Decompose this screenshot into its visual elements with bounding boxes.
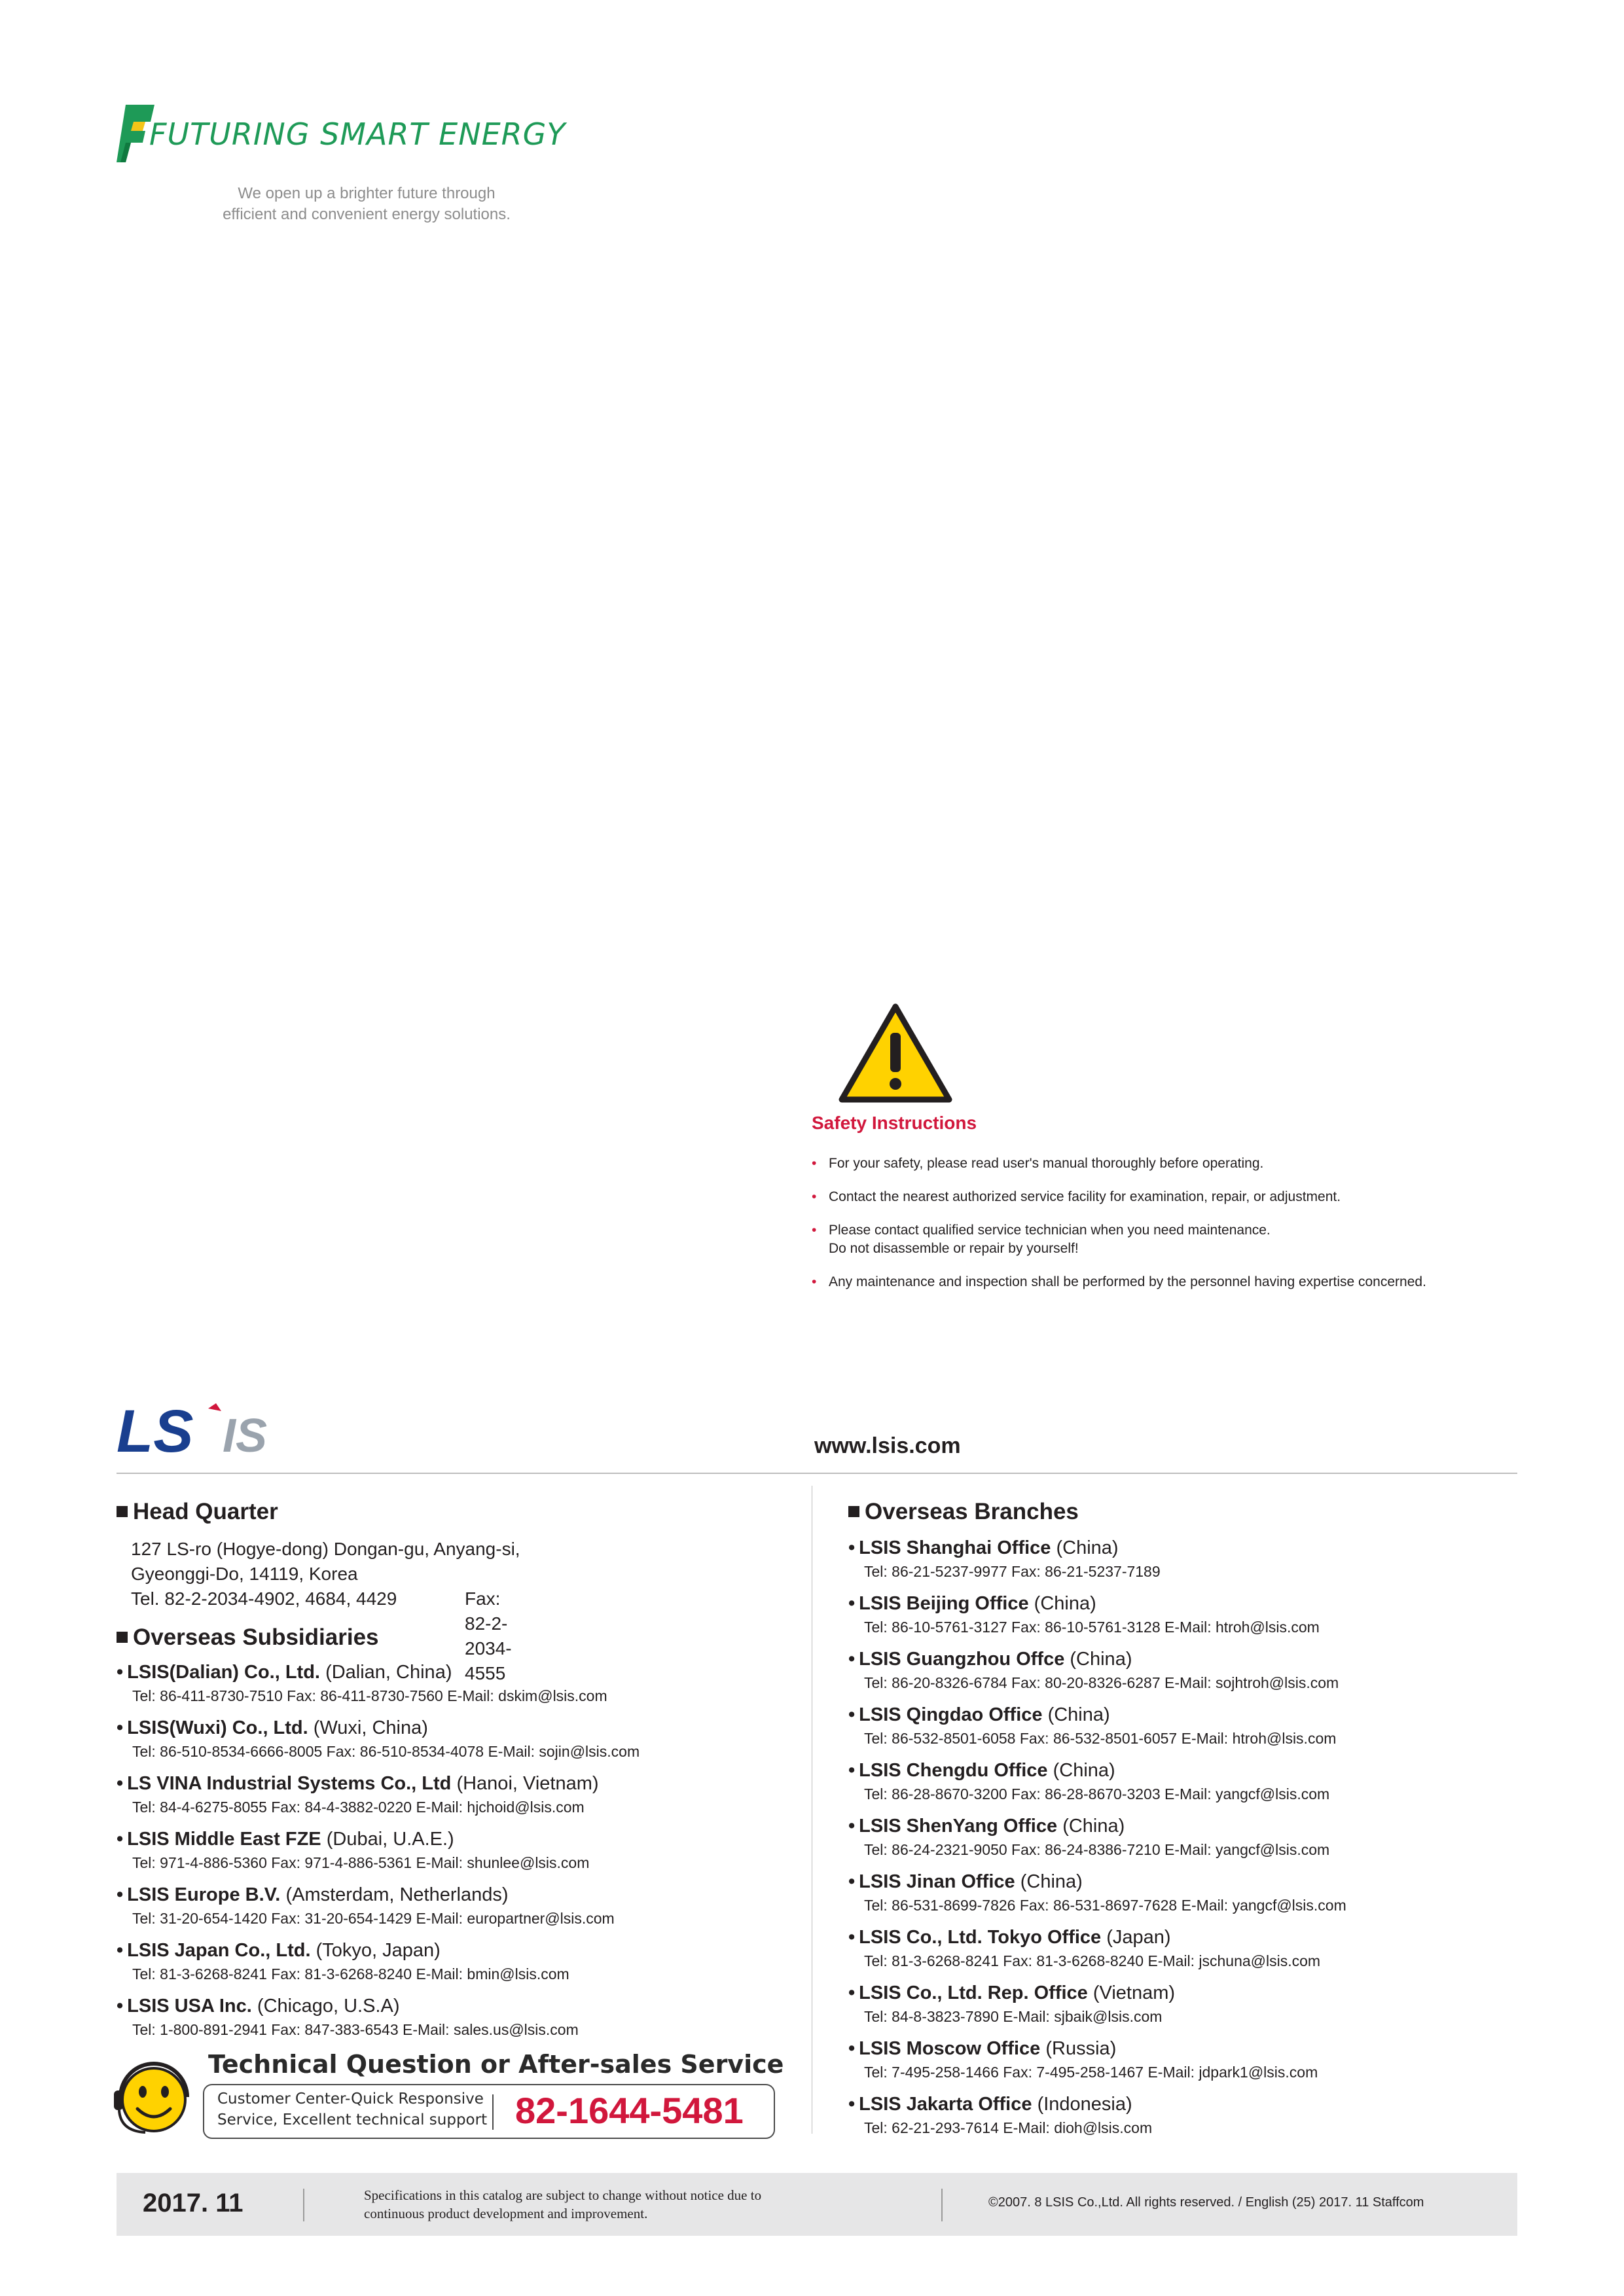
list-item: • LSIS(Dalian) Co., Ltd. (Dalian, China) Tel: 86-411-8730-7510 Fax: 86-411-8730-7560 E-Mail: dskim@lsis.com xyxy=(117,1662,607,1704)
footer xyxy=(117,2173,1517,2236)
square-bullet-icon xyxy=(117,1632,128,1643)
footer-date: 2017. 11 xyxy=(143,2189,244,2217)
support-subtitle: Service, Excellent technical support xyxy=(217,2111,488,2128)
head-quarter-title: Head Quarter xyxy=(117,1499,278,1525)
list-item: • LSIS Qingdao Office (China) Tel: 86-532-8501-6058 Fax: 86-532-8501-6057 E-Mail: htroh@lsis.com xyxy=(848,1704,1337,1747)
brand-title: FUTURING SMART ENERGY xyxy=(149,117,566,152)
list-item: • LSIS Shanghai Office (China) Tel: 86-21-5237-9977 Fax: 86-21-5237-7189 xyxy=(848,1537,1161,1580)
list-item: • LSIS Co., Ltd. Tokyo Office (Japan) Tel: 81-3-6268-8241 Fax: 81-3-6268-8240 E-Mail: jschuna@lsis.com xyxy=(848,1927,1321,1969)
footer-note xyxy=(364,2186,835,2223)
smiley-headset-icon xyxy=(111,2054,196,2139)
tagline-line2: efficient and convenient energy solutions. xyxy=(223,206,511,223)
branches-title: Overseas Branches xyxy=(848,1499,1079,1525)
list-item: • LSIS Middle East FZE (Dubai, U.A.E.) Tel: 971-4-886-5360 Fax: 971-4-886-5361 E-Mail: shunlee@lsis.com xyxy=(117,1829,590,1871)
note-line: continuous product development and improvement. xyxy=(364,2206,648,2221)
divider xyxy=(303,2189,304,2221)
safety-item: • For your safety, please read user's manual thoroughly before operating. xyxy=(812,1156,1264,1171)
support-phone[interactable]: 82-1644-5481 xyxy=(515,2090,744,2131)
list-item: • LSIS Co., Ltd. Rep. Office (Vietnam) Tel: 84-8-3823-7890 E-Mail: sjbaik@lsis.com xyxy=(848,1982,1176,2025)
list-item: • LS VINA Industrial Systems Co., Ltd (Hanoi, Vietnam) Tel: 84-4-6275-8055 Fax: 84-4-3882-0220 E-Mail: hjchoid@lsis.com xyxy=(117,1773,599,1816)
divider xyxy=(941,2189,943,2221)
subsidiaries-title: Overseas Subsidiaries xyxy=(117,1624,379,1651)
list-item: • LSIS Europe B.V. (Amsterdam, Netherlands) Tel: 31-20-654-1420 Fax: 31-20-654-1429 E-Mail: europartner@lsis.com xyxy=(117,1884,615,1927)
list-item: • LSIS Japan Co., Ltd. (Tokyo, Japan) Tel: 81-3-6268-8241 Fax: 81-3-6268-8240 E-Mail: bmin@lsis.com xyxy=(117,1940,569,1982)
safety-item: • Contact the nearest authorized service facility for examination, repair, or adjustment. xyxy=(812,1189,1341,1204)
divider xyxy=(117,1473,1517,1474)
list-item: • LSIS Jinan Office (China) Tel: 86-531-8699-7826 Fax: 86-531-8697-7628 E-Mail: yangcf@lsis.com xyxy=(848,1871,1346,1914)
svg-text:IS: IS xyxy=(223,1410,268,1460)
support-subtitle: Customer Center-Quick Responsive xyxy=(217,2090,484,2108)
support-box xyxy=(203,2084,775,2139)
hq-tel: Tel. 82-2-2034-4902, 4684, 4429 xyxy=(131,1588,397,1609)
list-item: • LSIS Chengdu Office (China) Tel: 86-28-8670-3200 Fax: 86-28-8670-3203 E-Mail: yangcf@lsis.com xyxy=(848,1760,1330,1803)
list-item: • LSIS Beijing Office (China) Tel: 86-10-5761-3127 Fax: 86-10-5761-3128 E-Mail: htroh@lsis.com xyxy=(848,1593,1320,1636)
svg-text:LS: LS xyxy=(117,1398,194,1460)
address-line: Gyeonggi-Do, 14119, Korea xyxy=(131,1564,358,1584)
lsis-logo xyxy=(117,1394,313,1460)
tagline-line1: We open up a brighter future through xyxy=(238,185,496,202)
safety-title: Safety Instructions xyxy=(812,1113,977,1133)
branches-list xyxy=(848,1535,1516,2147)
safety-item: • Any maintenance and inspection shall be performed by the personnel having expertise concerned. xyxy=(812,1274,1426,1289)
list-item: • LSIS Guangzhou Offce (China) Tel: 86-20-8326-6784 Fax: 80-20-8326-6287 E-Mail: sojhtroh@lsis.com xyxy=(848,1649,1339,1691)
address-line: 127 LS-ro (Hogye-dong) Dongan-gu, Anyang-si, xyxy=(131,1539,520,1559)
warning-triangle-icon xyxy=(837,1001,954,1106)
safety-item: • Please contact qualified service technician when you need maintenance. Do not disassemble or repair by yourself! xyxy=(812,1223,1271,1256)
note-line: Specifications in this catalog are subject to change without notice due to xyxy=(364,2187,762,2203)
support-title: Technical Question or After-sales Service xyxy=(208,2050,784,2079)
footer-copyright: ©2007. 8 LSIS Co.,Ltd. All rights reserved. / English (25) 2017. 11 Staffcom xyxy=(988,2195,1424,2210)
list-item: • LSIS USA Inc. (Chicago, U.S.A) Tel: 1-800-891-2941 Fax: 847-383-6543 E-Mail: sales.us@lsis.com xyxy=(117,1996,579,2038)
list-item: • LSIS Moscow Office (Russia) Tel: 7-495-258-1466 Fax: 7-495-258-1467 E-Mail: jdpark1@lsis.com xyxy=(848,2038,1318,2081)
square-bullet-icon xyxy=(848,1506,859,1517)
hq-fax: Fax: 82-2-2034-4555 xyxy=(465,1588,512,1683)
website-link[interactable]: www.lsis.com xyxy=(814,1433,961,1458)
safety-list xyxy=(812,1155,1519,1306)
brand-logo xyxy=(117,98,627,170)
list-item: • LSIS Jakarta Office (Indonesia) Tel: 62-21-293-7614 E-Mail: dioh@lsis.com xyxy=(848,2094,1153,2136)
list-item: • LSIS(Wuxi) Co., Ltd. (Wuxi, China) Tel: 86-510-8534-6666-8005 Fax: 86-510-8534-4078 E-Mail: sojin@lsis.com xyxy=(117,1717,640,1760)
brand-tagline xyxy=(170,183,563,225)
subsidiaries-list xyxy=(117,1660,797,2049)
support-banner xyxy=(105,2045,785,2149)
list-item: • LSIS ShenYang Office (China) Tel: 86-24-2321-9050 Fax: 86-24-8386-7210 E-Mail: yangcf@lsis.com xyxy=(848,1816,1330,1858)
divider xyxy=(492,2094,494,2130)
square-bullet-icon xyxy=(117,1506,128,1517)
